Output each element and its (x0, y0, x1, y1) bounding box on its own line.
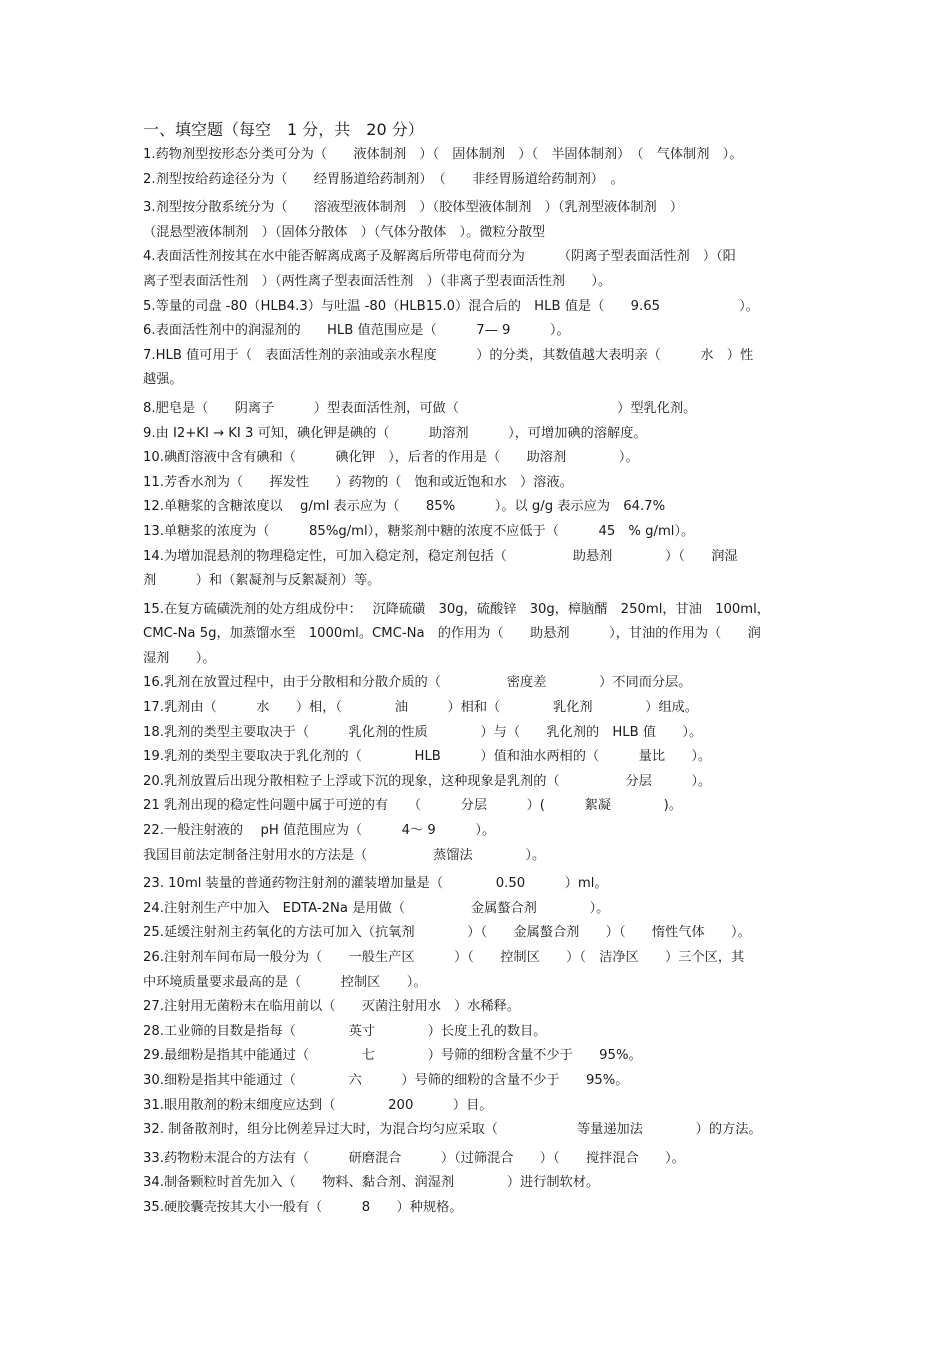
question-line: 7.HLB 值可用于（ 表面活性剂的亲油或亲水程度 ）的分类，其数值越大表明亲（ 水 ）性 (143, 347, 754, 363)
question-line: 23. 10ml 装量的普通药物注射剂的灌装增加量是（ 0.50 ）ml。 (143, 876, 608, 892)
question-line: 15.在复方硫磺洗剂的处方组成份中： 沉降硫磺 30g，硫酸锌 30g，樟脑醑 250ml，甘油 100ml， (143, 601, 770, 617)
question-line: 24.注射剂生产中加入 EDTA-2Na 是用做（ 金属螯合剂 ）。 (143, 900, 610, 916)
question-line: 16.乳剂在放置过程中，由于分散相和分散介质的（ 密度差 ）不同而分层。 (143, 675, 692, 691)
question-line: 5.等量的司盘 -80（HLB4.3）与吐温 -80（HLB15.0）混合后的 HLB 值是（ 9.65 ）。 (143, 298, 759, 314)
question-line: CMC-Na 5g，加蒸馏水至 1000ml。CMC-Na 的作用为（ 助悬剂 ），甘油的作用为（ 润 (143, 626, 761, 642)
question-line: 越强。 (143, 372, 183, 388)
question-line: 我国目前法定制备注射用水的方法是（ 蒸馏法 ）。 (143, 847, 546, 863)
question-line: 31.眼用散剂的粉末细度应达到（ 200 ）目。 (143, 1097, 493, 1113)
question-line: 9.由 I2+KI → KI 3 可知，碘化钾是碘的（ 助溶剂 ），可增加碘的溶解度。 (143, 425, 647, 441)
question-line: 剂 ）和（絮凝剂与反絮凝剂）等。 (143, 573, 381, 589)
question-line: 6.表面活性剂中的润湿剂的 HLB 值范围应是（ 7— 9 ）。 (143, 323, 570, 339)
question-line: 2.剂型按给药途径分为（ 经胃肠道给药制剂） （ 非经胃肠道给药制剂） 。 (143, 171, 624, 187)
question-line: （混悬型液体制剂 ）（固体分散体 ）（气体分散体 ）。微粒分散型 (143, 224, 546, 240)
question-line: 32. 制备散剂时，组分比例差异过大时，为混合均匀应采取（ 等量递加法 ）的方法。 (143, 1122, 762, 1138)
question-line: 19.乳剂的类型主要取决于乳化剂的（ HLB ）值和油水两相的（ 量比 ）。 (143, 749, 712, 765)
question-line: 21 乳剂出现的稳定性问题中属于可逆的有 （ 分层 ）( 絮凝 )。 (143, 798, 682, 814)
question-line: 35.硬胶囊壳按其大小一般有（ 8 ）种规格。 (143, 1199, 463, 1215)
question-line: 湿剂 ）。 (143, 650, 216, 666)
question-line: 17.乳剂由（ 水 ）相，（ 油 ）相和（ 乳化剂 ）组成。 (143, 700, 699, 716)
question-line: 离子型表面活性剂 ）（两性离子型表面活性剂 ）（非离子型表面活性剂 ）。 (143, 273, 612, 289)
section-title: 一、填空题（每空 1 分，共 20 分） (143, 120, 424, 139)
question-line: 22.一般注射液的 pH 值范围应为（ 4～ 9 ）。 (143, 823, 496, 839)
question-line: 14.为增加混悬剂的物理稳定性，可加入稳定剂，稳定剂包括（ 助悬剂 ）（ 润湿 (143, 548, 738, 564)
question-line: 13.单糖浆的浓度为（ 85%g/ml），糖浆剂中糖的浓度不应低于（ 45 % g/ml）。 (143, 523, 695, 539)
question-line: 29.最细粉是指其中能通过（ 七 ）号筛的细粉含量不少于 95%。 (143, 1048, 642, 1064)
question-line: 18.乳剂的类型主要取决于（ 乳化剂的性质 ）与（ 乳化剂的 HLB 值 ）。 (143, 724, 703, 740)
question-line: 1.药物剂型按形态分类可分为（ 液体制剂 ）（ 固体制剂 ）（ 半固体制剂） （ 气体制剂 ）。 (143, 147, 743, 162)
question-line: 34.制备颗粒时首先加入（ 物料、黏合剂、润湿剂 ）进行制软材。 (143, 1175, 600, 1191)
question-line: 4.表面活性剂按其在水中能否解离成离子及解离后所带电荷而分为 （阴离子型表面活性剂 ）（阳 (143, 249, 736, 265)
question-line: 27.注射用无菌粉末在临用前以（ 灭菌注射用水 ）水稀释。 (143, 999, 521, 1015)
question-line: 20.乳剂放置后出现分散相粒子上浮或下沉的现象，这种现象是乳剂的（ 分层 ）。 (143, 773, 712, 789)
question-line: 中环境质量要求最高的是（ 控制区 ）。 (143, 974, 427, 990)
question-line: 11.芳香水剂为（ 挥发性 ）药物的（ 饱和或近饱和水 ）溶液。 (143, 474, 573, 490)
question-line: 8.肥皂是（ 阴离子 ）型表面活性剂，可做（ ）型乳化剂。 (143, 400, 697, 416)
question-line: 12.单糖浆的含糖浓度以 g/ml 表示应为（ 85% ）。以 g/g 表示应为 64.7% (143, 499, 666, 515)
question-line: 30.细粉是指其中能通过（ 六 ）号筛的细粉的含量不少于 95%。 (143, 1072, 629, 1088)
question-line: 26.注射剂车间布局一般分为（ 一般生产区 ）（ 控制区 ）（ 洁净区 ）三个区，其 (143, 950, 745, 965)
question-line: 28.工业筛的目数是指每（ 英寸 ）长度上孔的数目。 (143, 1023, 547, 1039)
question-line: 10.碘酊溶液中含有碘和（ 碘化钾 ），后者的作用是（ 助溶剂 ）。 (143, 450, 639, 466)
question-line: 33.药物粉末混合的方法有（ 研磨混合 ）（过筛混合 ）（ 搅拌混合 ）。 (143, 1150, 685, 1166)
question-line: 3.剂型按分散系统分为（ 溶液型液体制剂 ）（胶体型液体制剂 ）（乳剂型液体制剂 ） (143, 200, 684, 216)
question-list (143, 143, 833, 1221)
question-line: 25.延缓注射剂主药氧化的方法可加入（抗氧剂 ）（ 金属螯合剂 ）（ 惰性气体 ）。 (143, 925, 751, 941)
